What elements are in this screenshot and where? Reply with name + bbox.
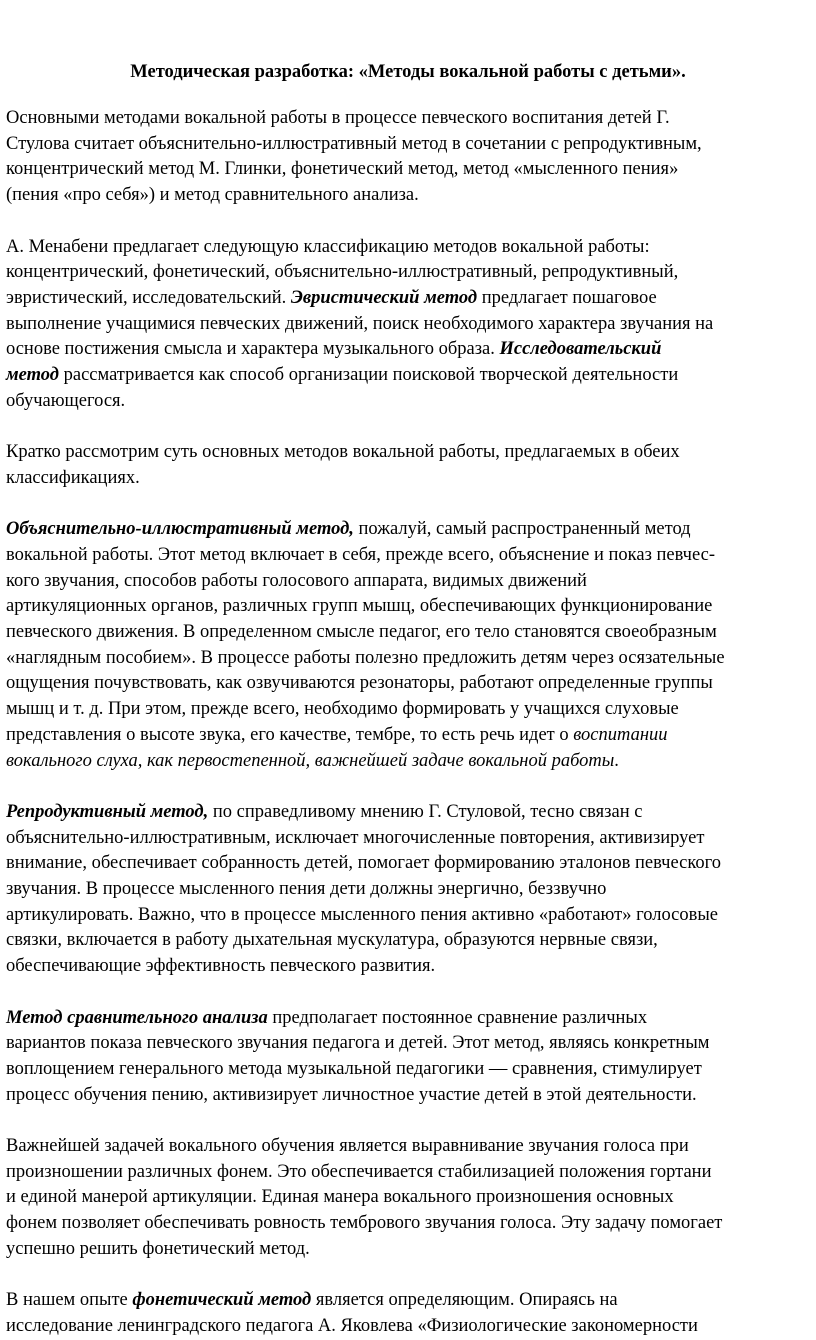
text-line: певческого движения. В определенном смысле педагог, его тело становятся своеобразным [6, 622, 717, 643]
text-line: классификациях. [6, 467, 140, 488]
text-line: звучания. В процессе мысленного пения дети должны энергично, беззвучно [6, 879, 607, 900]
term-research-method-cont: метод [6, 365, 59, 386]
text-line: Стулова считает объяснительно-иллюстративный метод в сочетании с репродуктивным, [6, 133, 702, 154]
paragraph-comparative-method [6, 1006, 810, 1109]
term-heuristic-method: Эвристический метод [290, 287, 478, 308]
paragraph-menabeni-classification [6, 235, 810, 415]
text-run: рассматривается как способ организации поисковой творческой деятельности [58, 365, 679, 386]
text-run: предлагает пошаговое [477, 287, 657, 308]
emphasis-text: воспитании [573, 724, 668, 745]
text-line [6, 749, 810, 775]
text-run: предполагает постоянное сравнение различных [267, 1007, 648, 1028]
term-phonetic-method: фонетический метод [132, 1290, 312, 1311]
term-research-method: Исследовательский [499, 339, 662, 360]
text-line: А. Менабени предлагает следующую классификацию методов вокальной работы: [6, 236, 650, 257]
term-reproductive-method: Репродуктивный метод, [6, 801, 209, 822]
text-run: В нашем опыте [6, 1290, 133, 1311]
paragraph-reproductive-method [6, 800, 810, 980]
text-line: воплощением генерального метода музыкальной педагогики — сравнения, стимулирует [6, 1058, 702, 1079]
text-run: . [614, 750, 619, 771]
text-line: внимание, обеспечивает собранность детей, помогает формированию эталонов певческого [6, 853, 722, 874]
text-line: артикуляционных органов, различных групп мышц, обеспечивающих функционирование [6, 596, 713, 617]
text-line: артикулировать. Важно, что в процессе мысленного пения активно «работают» голосовые [6, 904, 719, 925]
paragraph-intro [6, 106, 810, 209]
paragraph-explanatory-method [6, 517, 810, 774]
text-line: Кратко рассмотрим суть основных методов вокальной работы, предлагаемых в обеих [6, 442, 680, 463]
text-run: по справедливому мнению Г. Стуловой, тесно связан с [208, 801, 643, 822]
text-line [6, 1288, 810, 1314]
paragraph-phonetic-method [6, 1288, 810, 1339]
text-line: «наглядным пособием». В процессе работы полезно предложить детям через осязательные [6, 647, 725, 668]
text-line [6, 286, 810, 312]
text-line: и единой манерой артикуляции. Единая манера вокального произношения основных [6, 1187, 674, 1208]
text-line: ощущения почувствовать, как озвучиваются резонаторы, работают определенные группы [6, 673, 713, 694]
text-line [6, 723, 810, 749]
text-line: мышц и т. д. При этом, прежде всего, необходимо формировать у учащихся слуховые [6, 699, 679, 720]
text-line: Основными методами вокальной работы в процессе певческого воспитания детей Г. [6, 108, 670, 128]
text-line [6, 337, 810, 363]
text-line [6, 363, 810, 389]
text-line [6, 517, 810, 543]
term-explanatory-method: Объяснительно-иллюстративный метод, [6, 519, 354, 540]
text-line: вариантов показа певческого звучания педагога и детей. Этот метод, являясь конкретным [6, 1033, 710, 1054]
paragraph-phoneme-alignment [6, 1134, 810, 1263]
text-line: (пения «про себя») и метод сравнительного анализа. [6, 185, 419, 206]
text-line [6, 800, 810, 826]
text-line: процесс обучения пению, активизирует личностное участие детей в этой деятельности. [6, 1084, 697, 1105]
text-line: фонем позволяет обеспечивать ровность тембрового звучания голоса. Эту задачу помогает [6, 1213, 723, 1234]
text-line: успешно решить фонетический метод. [6, 1238, 310, 1259]
text-run: пожалуй, самый распространенный метод [353, 519, 691, 540]
text-line: выполнение учащимися певческих движений, поиск необходимого характера звучания на [6, 313, 714, 334]
text-line: кого звучания, способов работы голосового аппарата, видимых движений [6, 570, 587, 591]
text-line: связки, включается в работу дыхательная мускулатура, образуются нервные связи, [6, 930, 658, 951]
text-line: обеспечивающие эффективность певческого развития. [6, 956, 436, 977]
text-run: является определяющим. Опираясь на [311, 1290, 618, 1311]
text-line [6, 1006, 810, 1032]
document-title: Методическая разработка: «Методы вокальной работы с детьми». [130, 62, 686, 82]
text-line: обучающегося. [6, 390, 126, 411]
text-run: эвристический, исследовательский. [6, 287, 291, 308]
emphasis-text: вокального слуха, как первостепенной, важнейшей задаче вокальной работы [6, 750, 615, 771]
text-line: вокальной работы. Этот метод включает в себя, прежде всего, объяснение и показ певчес- [6, 544, 715, 565]
text-line: произношении различных фонем. Это обеспечивается стабилизацией положения гортани [6, 1161, 712, 1182]
text-line: концентрический, фонетический, объяснительно-иллюстративный, репродуктивный, [6, 262, 679, 283]
text-line: объяснительно-иллюстративным, исключает многочисленные повторения, активизирует [6, 827, 705, 848]
text-run: основе постижения смысла и характера музыкального образа. [6, 339, 500, 360]
text-line: Важнейшей задачей вокального обучения является выравнивание звучания голоса при [6, 1136, 689, 1157]
text-line: исследование ленинградского педагога А. Яковлева «Физиологические закономерности [6, 1315, 698, 1336]
text-line: концентрический метод М. Глинки, фонетический метод, метод «мысленного пения» [6, 159, 679, 180]
term-comparative-method: Метод сравнительного анализа [6, 1007, 268, 1028]
text-run: представления о высоте звука, его качестве, тембре, то есть речь идет о [6, 724, 574, 745]
paragraph-overview [6, 440, 810, 491]
